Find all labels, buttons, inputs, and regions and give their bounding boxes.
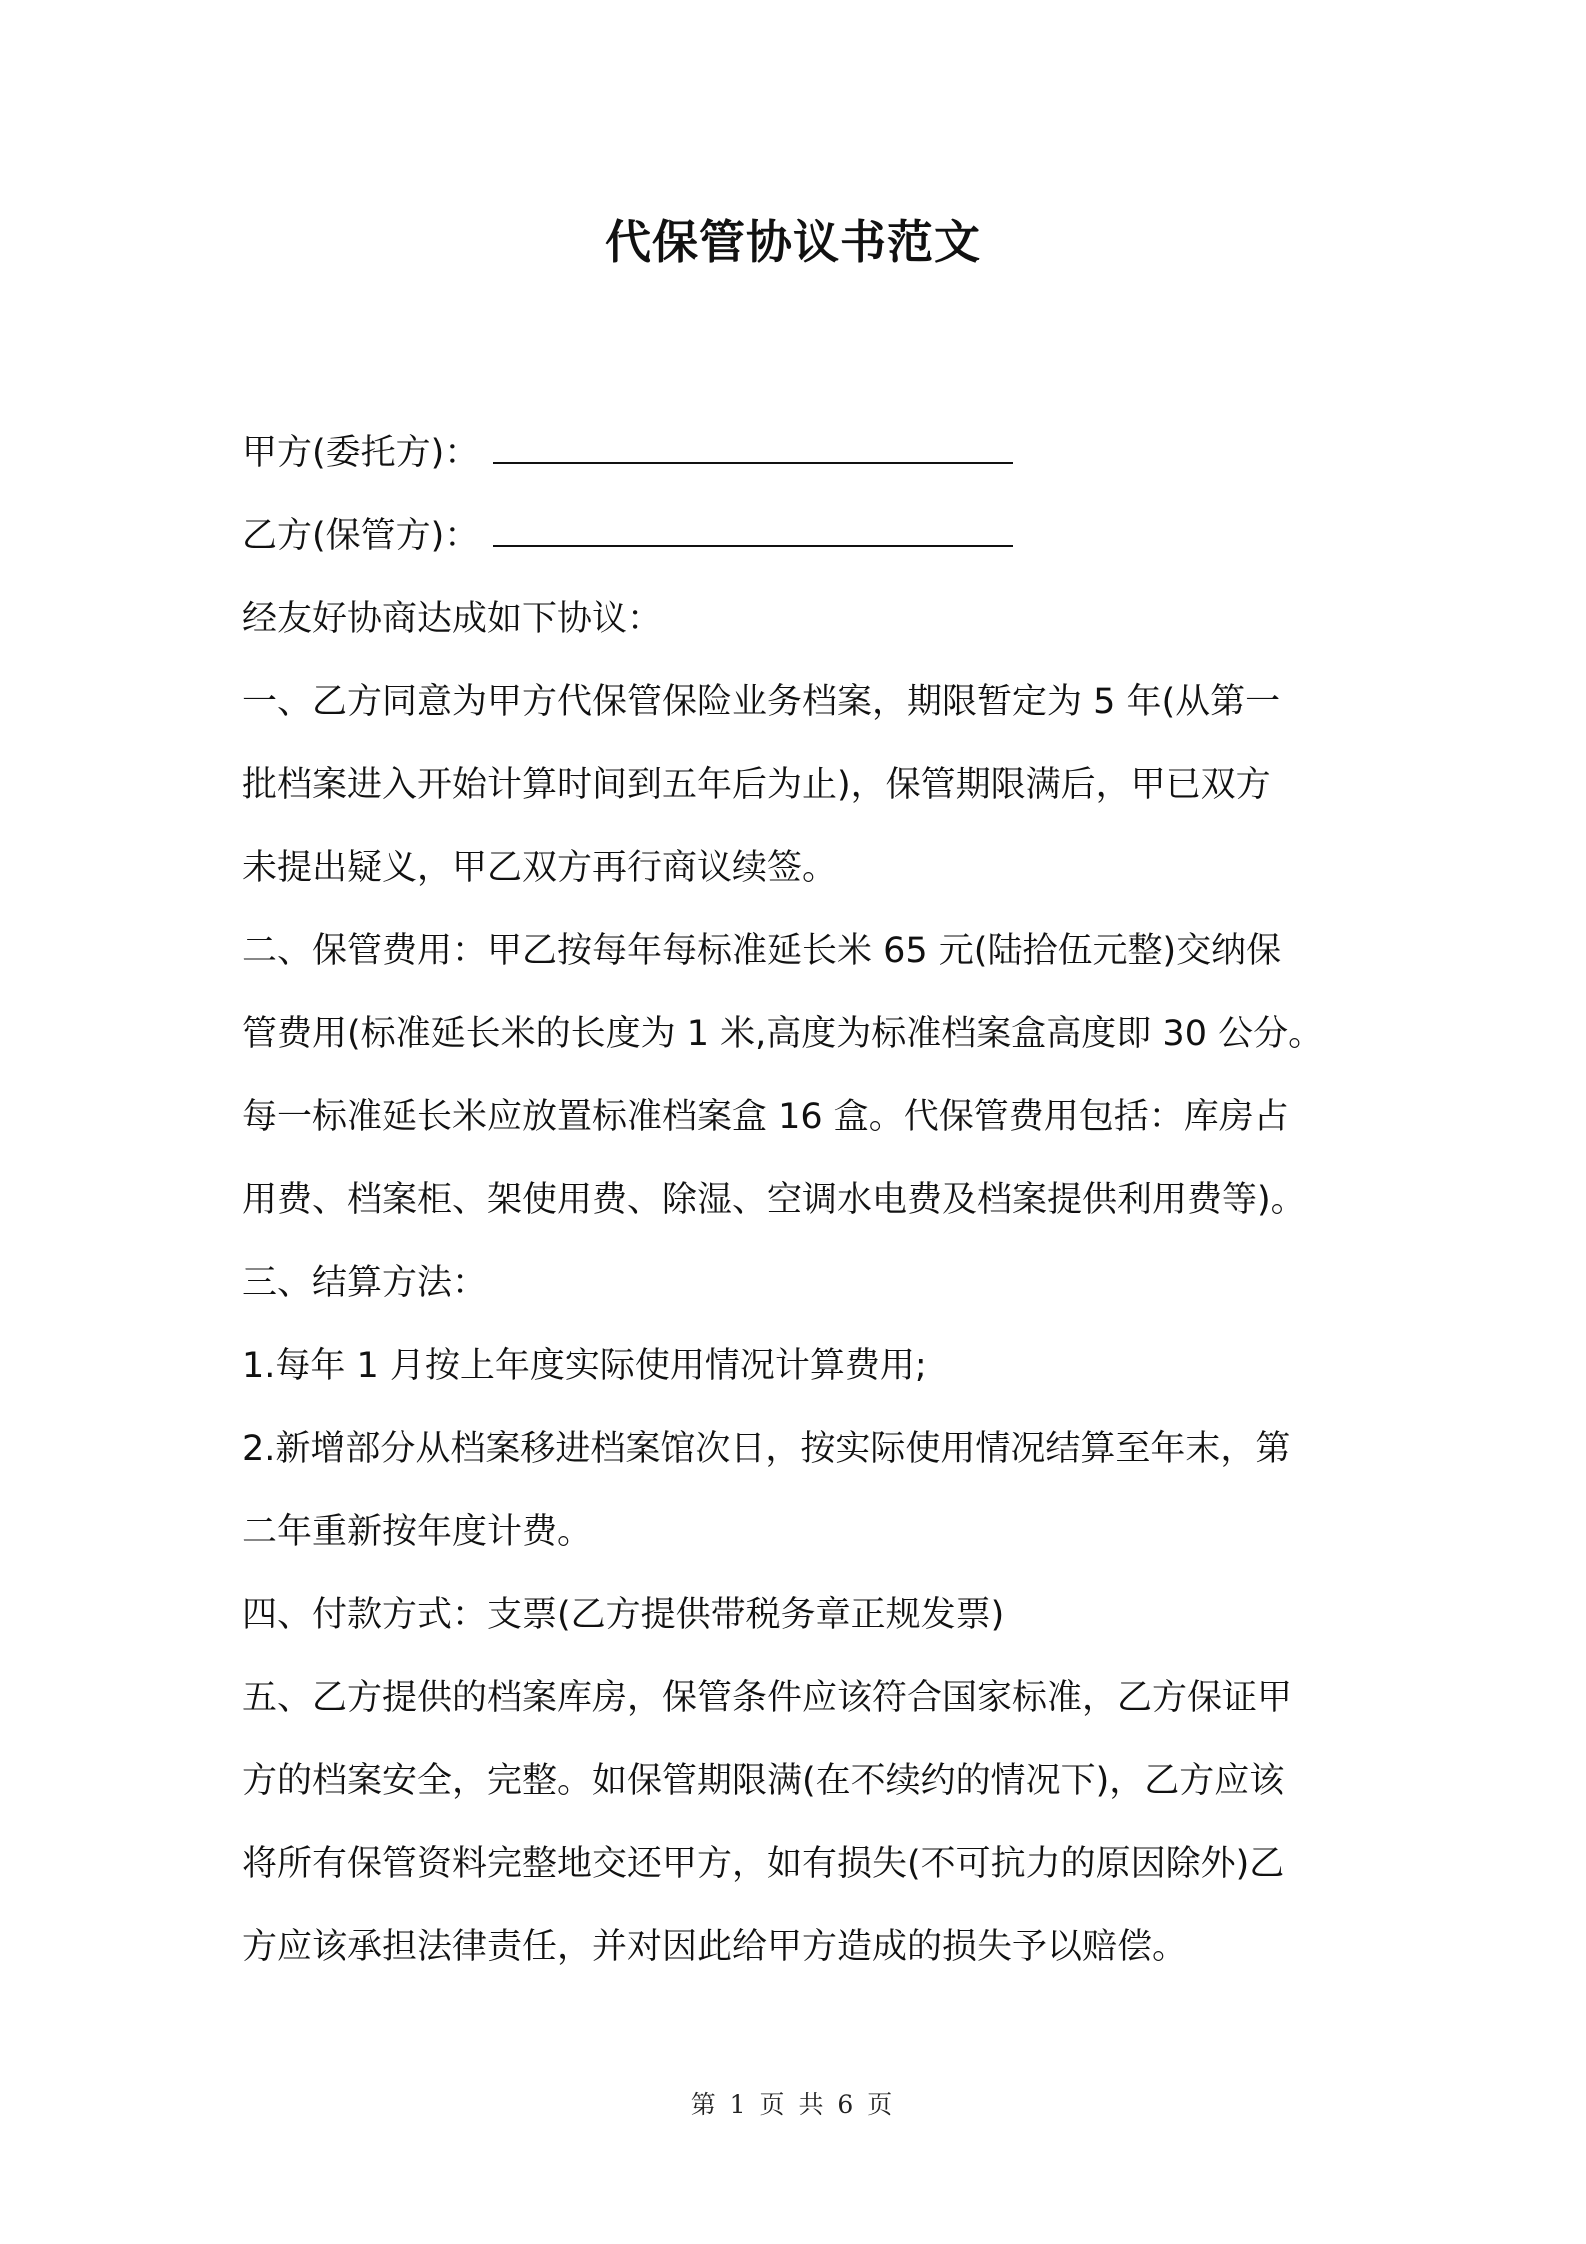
body-line: 用费、档案柜、架使用费、除湿、空调水电费及档案提供利用费等)。 — [242, 1180, 1306, 1220]
document-body — [242, 412, 1362, 1989]
body-line: 未提出疑义，甲乙双方再行商议续签。 — [242, 848, 838, 888]
body-line: 二年重新按年度计费。 — [242, 1512, 593, 1552]
document-title: 代保管协议书范文 — [605, 215, 981, 269]
body-line: 四、付款方式：支票(乙方提供带税务章正规发票) — [242, 1595, 1005, 1635]
party-b-label: 乙方(保管方)： — [242, 516, 480, 556]
body-line: 一、乙方同意为甲方代保管保险业务档案，期限暂定为 5 年(从第一 — [242, 682, 1281, 722]
body-line: 二、保管费用：甲乙按每年每标准延长米 65 元(陆拾伍元整)交纳保 — [242, 931, 1282, 971]
body-line: 方应该承担法律责任，并对因此给甲方造成的损失予以赔偿。 — [242, 1927, 1188, 1967]
party-a-label: 甲方(委托方)： — [242, 433, 480, 473]
body-line: 将所有保管资料完整地交还甲方，如有损失(不可抗力的原因除外)乙 — [242, 1844, 1285, 1884]
body-line: 五、乙方提供的档案库房，保管条件应该符合国家标准，乙方保证甲 — [242, 1678, 1293, 1718]
body-line: 管费用(标准延长米的长度为 1 米,高度为标准档案盒高度即 30 公分。 — [242, 1014, 1324, 1054]
page-number-footer: 第 1 页 共 6 页 — [690, 2090, 896, 2119]
body-line: 2.新增部分从档案移进档案馆次日，按实际使用情况结算至年末，第 — [242, 1429, 1291, 1469]
body-line: 1.每年 1 月按上年度实际使用情况计算费用; — [242, 1346, 927, 1386]
party-b-row — [242, 495, 1362, 578]
party-a-row — [242, 412, 1362, 495]
intro-line: 经友好协商达成如下协议： — [242, 599, 663, 639]
party-a-blank — [493, 436, 1013, 464]
party-b-blank — [493, 519, 1013, 547]
body-line: 方的档案安全，完整。如保管期限满(在不续约的情况下)，乙方应该 — [242, 1761, 1285, 1801]
body-line: 批档案进入开始计算时间到五年后为止)，保管期限满后，甲已双方 — [242, 765, 1271, 805]
body-line: 三、结算方法： — [242, 1263, 488, 1303]
body-line: 每一标准延长米应放置标准档案盒 16 盒。代保管费用包括：库房占 — [242, 1097, 1289, 1137]
